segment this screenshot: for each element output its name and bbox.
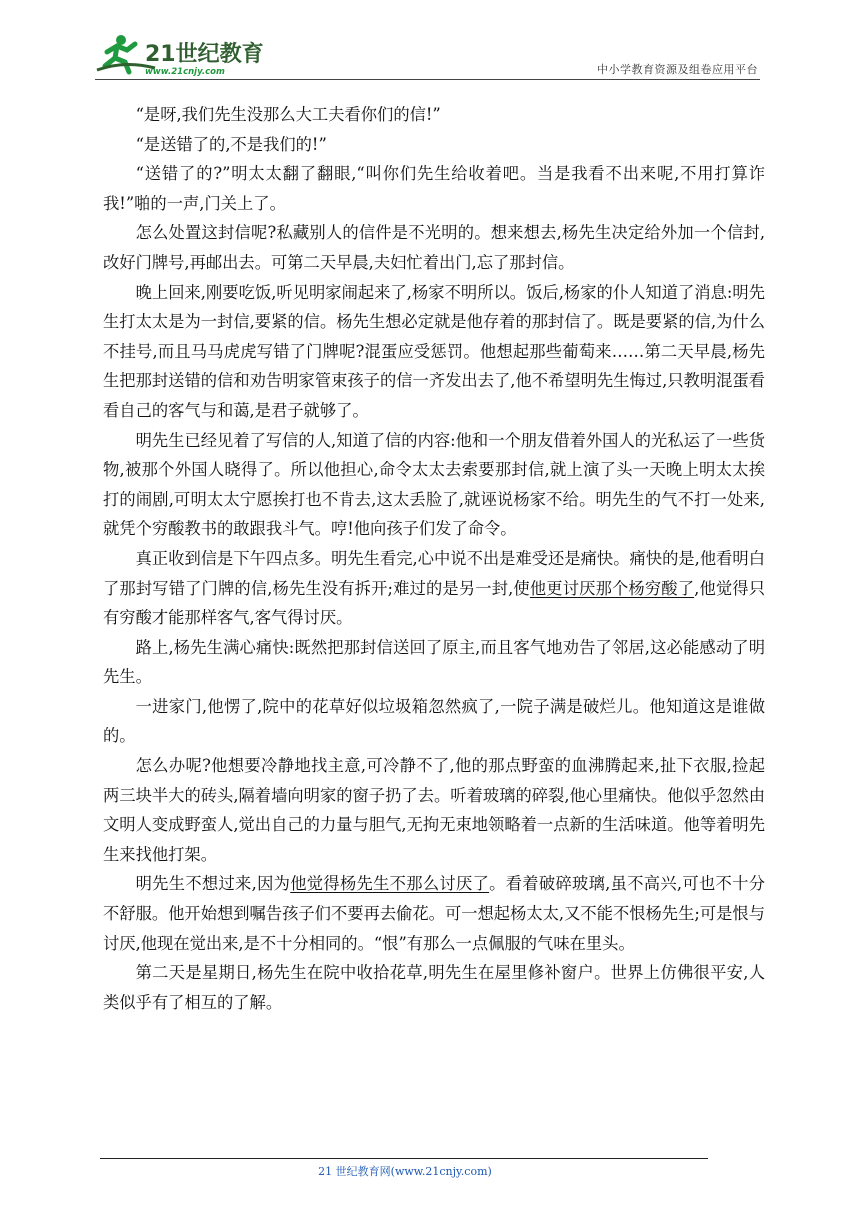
page-footer: 21 世纪教育网(www.21cnjy.com) bbox=[318, 1165, 492, 1178]
paragraph-text: “是送错了的,不是我们的!” bbox=[135, 134, 327, 154]
paragraph bbox=[103, 426, 765, 544]
logo-url: www.21cnjy.com bbox=[145, 67, 225, 77]
paragraph bbox=[103, 751, 765, 869]
paragraph bbox=[103, 692, 765, 751]
paragraph-text: ,他觉得只有穷酸才能那样客气,客气得讨厌。 bbox=[103, 578, 765, 628]
paragraph bbox=[103, 958, 765, 1017]
paragraph-text: 怎么处置这封信呢?私藏别人的信件是不光明的。想来想去,杨先生决定给外加一个信封,改好门牌号,再邮出去。可第二天早晨,夫妇忙着出门,忘了那封信。 bbox=[103, 223, 765, 272]
paragraph bbox=[103, 544, 765, 633]
paragraph bbox=[103, 130, 765, 160]
paragraph-text: 第二天是星期日,杨先生在院中收拾花草,明先生在屋里修补窗户。世界上仿佛很平安,人类似乎有了相互的了解。 bbox=[103, 963, 765, 1012]
platform-name: 中小学教育资源及组卷应用平台 bbox=[597, 63, 758, 76]
paragraph-text: 真正收到信是下午四点多。明先生看完,心中说不出是难受还是痛快。痛快的是,他看明白了那封写错了门牌的信,杨先生没有拆开;难过的是另一封,使 bbox=[103, 548, 765, 598]
paragraph bbox=[103, 159, 765, 218]
footer-divider bbox=[100, 1158, 708, 1159]
paragraph bbox=[103, 633, 765, 692]
underlined-text: 他更讨厌那个杨穷酸了 bbox=[529, 578, 695, 598]
paragraph-text: 明先生不想过来,因为 bbox=[135, 874, 291, 894]
paragraph-text: 怎么办呢?他想要冷静地找主意,可冷静不了,他的那点野蛮的血沸腾起来,扯下衣服,捡起两三块半大的砖头,隔着墙向明家的窗子扔了去。听着玻璃的碎裂,他心里痛快。他似乎忽然由文明人变成野蛮人,觉出自己的力量与胆气,无拘无束地领略着一点新的生活味道。他等着明先生来找他打架。 bbox=[103, 756, 765, 864]
header-divider bbox=[95, 79, 760, 80]
paragraph-text: 明先生已经见着了写信的人,知道了信的内容:他和一个朋友借着外国人的光私运了一些货物,被那个外国人晓得了。所以他担心,命令太太去索要那封信,就上演了头一天晚上明太太挨打的闹剧,可明太太宁愿挨打也不肯去,这太丢脸了,就诬说杨家不给。明先生的气不打一处来,就凭个穷酸教书的敢跟我斗气。哼!他向孩子们发了命令。 bbox=[103, 430, 765, 539]
logo bbox=[95, 30, 265, 78]
underlined-text: 他觉得杨先生不那么讨厌了 bbox=[290, 874, 490, 894]
paragraph bbox=[103, 278, 765, 426]
article-body bbox=[103, 100, 765, 1017]
paragraph bbox=[103, 869, 765, 958]
paragraph-text: 路上,杨先生满心痛快:既然把那封信送回了原主,而且客气地劝告了邻居,这必能感动了明先生。 bbox=[103, 637, 765, 687]
paragraph bbox=[103, 100, 765, 130]
paragraph bbox=[103, 218, 765, 277]
paragraph-text: 晚上回来,刚要吃饭,听见明家闹起来了,杨家不明所以。饭后,杨家的仆人知道了消息:明先生打太太是为一封信,要紧的信。杨先生想必定就是他存着的那封信了。既是要紧的信,为什么不挂号,而且马马虎虎写错了门牌呢?混蛋应受惩罚。他想起那些葡萄来……第二天早晨,杨先生把那封送错的信和劝告明家管束孩子的信一齐发出去了,他不希望明先生悔过,只教明混蛋看看自己的客气与和蔼,是君子就够了。 bbox=[103, 282, 765, 420]
paragraph-text: “送错了的?”明太太翻了翻眼,“叫你们先生给收着吧。当是我看不出来呢,不用打算诈我!”啪的一声,门关上了。 bbox=[103, 164, 765, 213]
paragraph-text: 。看着破碎玻璃,虽不高兴,可也不十分不舒服。他开始想到嘱告孩子们不要再去偷花。可一想起杨太太,又不能不恨杨先生;可是恨与讨厌,他现在觉出来,是不十分相同的。“恨”有那么一点佩服的气味在里头。 bbox=[103, 874, 765, 953]
paragraph-text: “是呀,我们先生没那么大工夫看你们的信!” bbox=[135, 105, 441, 124]
paragraph-text: 一进家门,他愣了,院中的花草好似垃圾箱忽然疯了,一院子满是破烂儿。他知道这是谁做的。 bbox=[103, 696, 765, 746]
page-header bbox=[95, 30, 760, 82]
logo-text: 21世纪教育 bbox=[145, 42, 264, 67]
